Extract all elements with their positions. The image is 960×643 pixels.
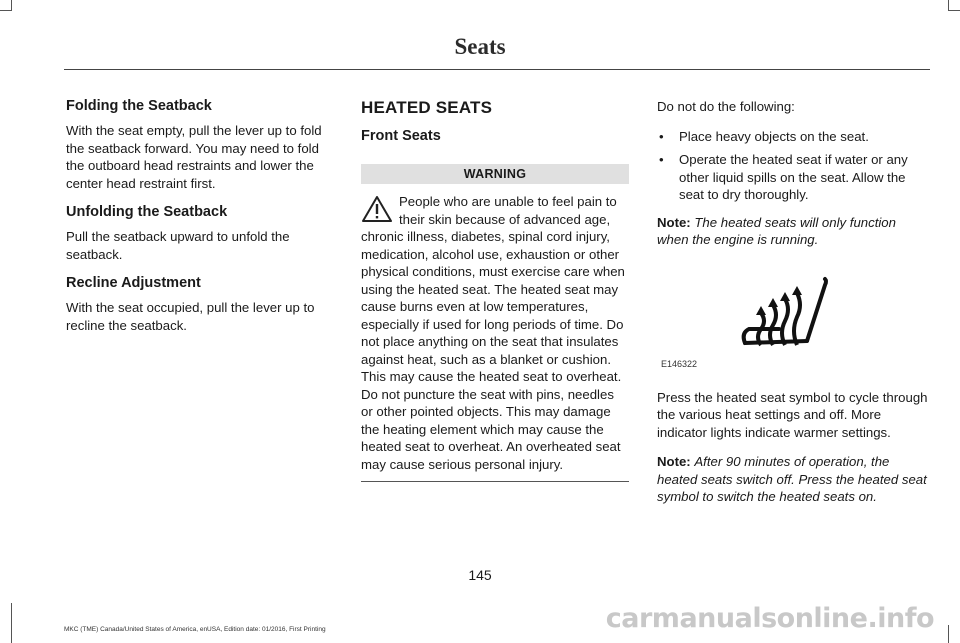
heated-seat-icon xyxy=(739,275,831,351)
unfolding-heading: Unfolding the Seatback xyxy=(66,204,228,220)
edition-footer: MKC (TME) Canada/United States of America, enUSA, Edition date: 01/2016, First Printing xyxy=(64,626,326,633)
warning-divider xyxy=(361,481,629,482)
figure-code: E146322 xyxy=(661,358,698,369)
section-heading: HEATED SEATS xyxy=(361,98,493,117)
heated-seat-figure xyxy=(657,261,929,381)
warning-text: People who are unable to feel pain to their skin because of advanced age, chronic illness, diabetes, spinal cord injury, medication, alcohol use, exhaustion or other physical conditions, must exercise care when using the heated seat. The heated seat may cause burns even at low temperatures, especially if used for long periods of time. Do not place anything on the seat that insulates against heat, such as a blanket or cushion. This may cause the heated seat to overheat. Do not puncture the seat with pins, needles or other pointed objects. This may damage the heating element which may cause the heated seat to overheat. An overheated seat may cause serious personal injury. xyxy=(361,194,625,472)
page-number: 145 xyxy=(468,567,492,583)
do-not-intro: Do not do the following: xyxy=(657,99,795,114)
list-item-text: Operate the heated seat if water or any other liquid spills on the seat. Allow the seat to dry thoroughly. xyxy=(679,152,908,202)
note-timeout xyxy=(657,453,929,506)
note-label: Note: xyxy=(657,214,691,230)
warning-triangle-icon xyxy=(361,195,393,223)
list-item-text: Place heavy objects on the seat. xyxy=(679,128,869,144)
note-label: Note: xyxy=(657,454,691,469)
unfolding-text: Pull the seatback upward to unfold the seatback. xyxy=(66,229,290,262)
right-column xyxy=(657,98,929,518)
crop-mark xyxy=(948,625,949,643)
crop-mark xyxy=(11,0,12,11)
bullet: • xyxy=(659,152,664,167)
header-divider xyxy=(64,69,930,70)
note-text: The heated seats will only function when the engine is running. xyxy=(657,214,896,247)
warning-label: WARNING xyxy=(361,164,629,184)
left-column xyxy=(66,98,336,346)
front-seats-heading: Front Seats xyxy=(361,128,441,144)
do-not-list xyxy=(657,128,929,204)
crop-mark xyxy=(948,0,949,11)
recline-text: With the seat occupied, pull the lever up to recline the seatback. xyxy=(66,300,315,333)
crop-mark xyxy=(948,10,960,11)
list-item xyxy=(657,151,929,204)
watermark: carmanualsonline.info xyxy=(605,603,934,634)
note-engine xyxy=(657,214,929,249)
warning-box xyxy=(361,193,629,473)
folding-heading: Folding the Seatback xyxy=(66,98,212,114)
folding-text: With the seat empty, pull the lever up to fold the seatback forward. You may need to fold the outboard head restraints and lower the center head restraint first. xyxy=(66,123,322,191)
crop-mark xyxy=(11,603,12,643)
middle-column xyxy=(361,98,629,482)
note-text: After 90 minutes of operation, the heated seats switch off. Press the heated seat symbol to switch the heated seats on. xyxy=(657,454,927,504)
bullet: • xyxy=(659,128,664,144)
page-title: Seats xyxy=(454,34,506,59)
list-item xyxy=(657,128,929,146)
press-instructions: Press the heated seat symbol to cycle through the various heat settings and off. More indicator lights indicate warmer settings. xyxy=(657,389,928,440)
recline-heading: Recline Adjustment xyxy=(66,275,201,291)
